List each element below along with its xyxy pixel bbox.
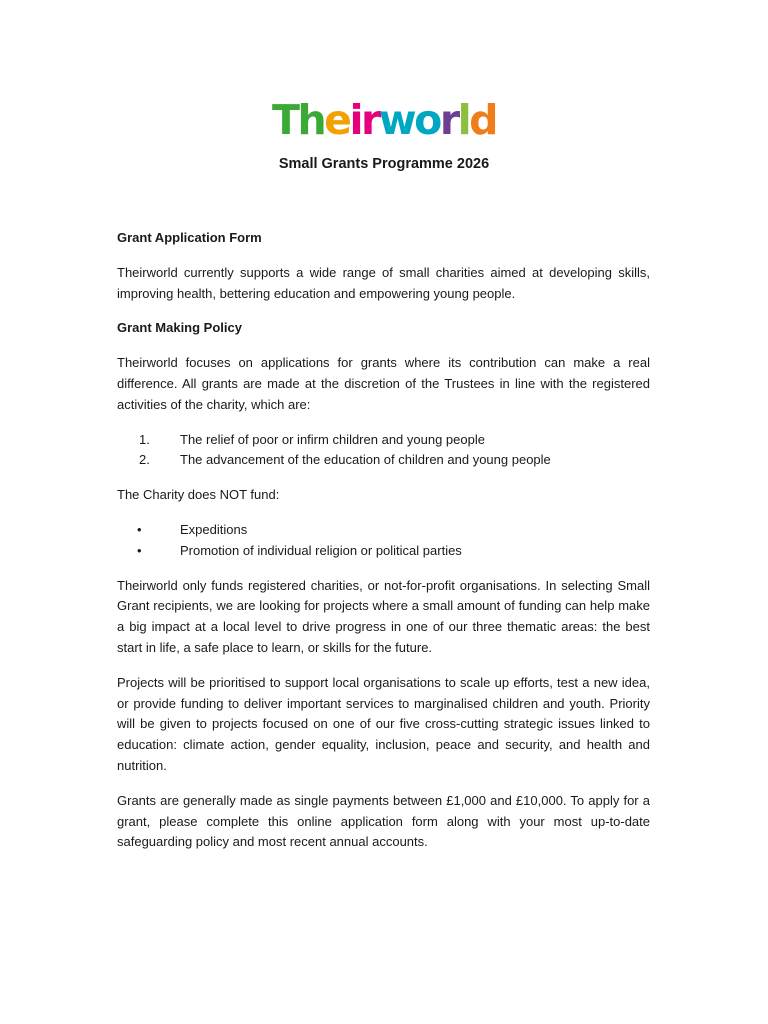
list-item [117, 520, 650, 541]
registered-charities-paragraph: Theirworld only funds registered charities, or not-for-profit organisations. In selecting Small Grant recipients, we are looking for projects where a small amount of funding can help make a big impact at a local level to drive progress in one of our three thematic areas: the best start in life, a safe place to learn, or skills for the future. [117, 577, 650, 655]
logo-letter: e [324, 96, 350, 144]
bullet-marker: • [137, 542, 142, 558]
list-item-text: Expeditions [180, 521, 248, 537]
payments-paragraph: Grants are generally made as single payments between £1,000 and £10,000. To apply for a grant, please complete this online application form along with your most up-to-date safeguarding policy and most recent annual accounts. [117, 792, 650, 850]
priority-paragraph: Projects will be prioritised to support local organisations to scale up efforts, test a new idea, or provide funding to deliver important services to marginalised children and youth. Priority will be given to projects focused on one of our five cross-cutting strategic issues linked to education: climate action, gender equality, inclusion, peace and security, and health and nutrition. [117, 674, 650, 773]
theirworld-logo [0, 96, 768, 144]
logo-letter: w [378, 96, 415, 144]
list-item [117, 450, 650, 471]
list-marker: 1. [139, 431, 150, 447]
logo-letter: r [439, 96, 458, 144]
list-marker: 2. [139, 452, 150, 468]
page-title: Small Grants Programme 2026 [278, 156, 490, 172]
document-body [117, 228, 650, 867]
activities-list [117, 430, 650, 472]
logo-letter: T [272, 96, 298, 144]
list-item [117, 430, 650, 451]
not-fund-intro: The Charity does NOT fund: [117, 487, 280, 503]
list-item-text: The relief of poor or infirm children and young people [180, 431, 485, 447]
logo-letter: i [349, 96, 362, 144]
not-fund-list [117, 520, 650, 562]
bullet-marker: • [137, 521, 142, 537]
logo-letter: d [469, 96, 496, 144]
policy-heading: Grant Making Policy [117, 320, 242, 336]
logo-letter: o [414, 96, 440, 144]
intro-paragraph: Theirworld currently supports a wide range of small charities aimed at developing skills, improving health, bettering education and empowering young people. [117, 264, 650, 301]
form-heading: Grant Application Form [117, 230, 262, 245]
logo-letter: r [361, 96, 379, 144]
logo-letter: h [297, 96, 325, 144]
list-item-text: The advancement of the education of children and young people [180, 452, 551, 468]
list-item-text: Promotion of individual religion or political parties [180, 542, 462, 558]
list-item [117, 541, 650, 562]
logo-letter: l [457, 96, 470, 144]
policy-paragraph: Theirworld focuses on applications for grants where its contribution can make a real difference. All grants are made at the discretion of the Trustees in line with the registered activities of the charity, which are: [117, 355, 650, 412]
